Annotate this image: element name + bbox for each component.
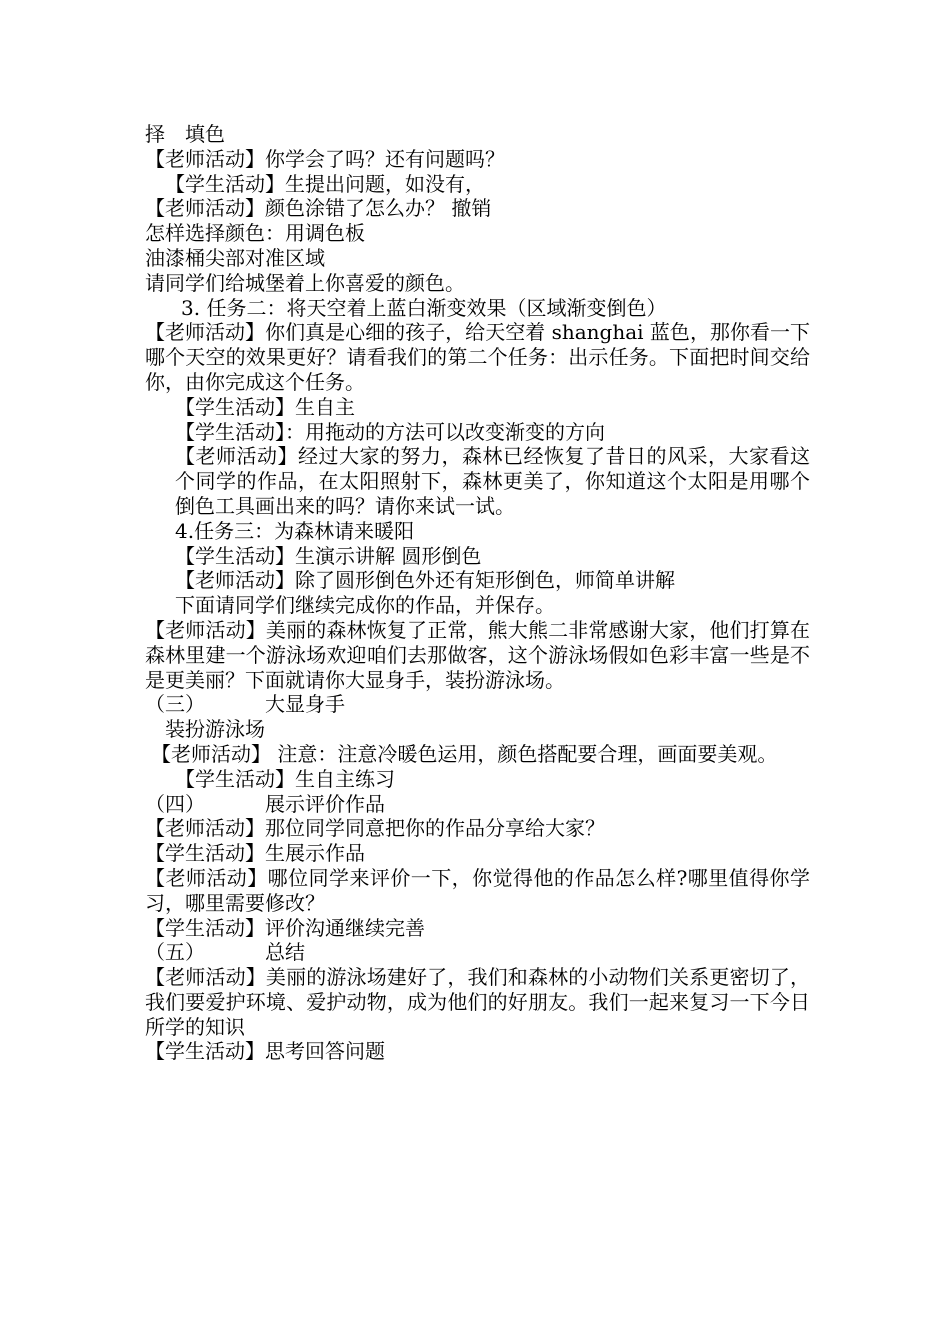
text-line: 怎样选择颜色：用调色板 [145, 221, 365, 246]
text-line: 装扮游泳场 [165, 717, 265, 742]
section-number: （四） [145, 791, 205, 816]
section-heading [145, 792, 810, 817]
student-activity: 【学生活动】生自主练习 [175, 766, 395, 791]
teacher-activity: 【老师活动】颜色涂错了怎么办？ 撤销 [145, 196, 492, 221]
student-activity: 【学生活动】生展示作品 [145, 841, 365, 866]
student-activity: 【学生活动】：用拖动的方法可以改变渐变的方向 [175, 419, 605, 444]
teacher-activity: 【老师活动】你学会了吗？还有问题吗？ [145, 146, 505, 171]
teacher-activity-paragraph: 【老师活动】你们真是心细的孩子，给天空着 shanghai 蓝色，那你看一下哪个天空的效果更好？请看我们的第二个任务：出示任务。下面把时间交给你，由你完成这个任务。 [145, 320, 810, 394]
student-activity: 【学生活动】生提出问题，如没有， [165, 171, 485, 196]
section-number: （五） [145, 940, 205, 965]
text-line: 请同学们给城堡着上你喜爱的颜色。 [145, 270, 465, 295]
section-title: 总结 [265, 940, 305, 965]
text-line: 择 填色 [145, 122, 225, 146]
task-heading: 4.任务三：为森林请来暖阳 [175, 518, 415, 543]
teacher-activity: 【老师活动】那位同学同意把你的作品分享给大家？ [145, 816, 605, 841]
student-activity: 【学生活动】生自主 [175, 394, 355, 419]
teacher-activity-paragraph: 【老师活动】美丽的森林恢复了正常，熊大熊二非常感谢大家，他们打算在森林里建一个游泳场欢迎咱们去那做客，这个游泳场假如色彩丰富一些是不是更美丽？下面就请你大显身手，装扮游泳场。 [145, 617, 810, 692]
teacher-activity-paragraph: 【老师活动】哪位同学来评价一下，你觉得他的作品怎么样?哪里值得你学习，哪里需要修改？ [145, 865, 810, 915]
teacher-activity: 【老师活动】除了圆形倒色外还有矩形倒色，师简单讲解 [175, 568, 675, 593]
student-activity: 【学生活动】思考回答问题 [145, 1039, 385, 1064]
section-title: 展示评价作品 [265, 791, 385, 816]
document-body [145, 122, 810, 1064]
task-heading: 3. 任务二：将天空着上蓝白渐变效果（区域渐变倒色） [181, 295, 667, 320]
student-activity: 【学生活动】生演示讲解 圆形倒色 [175, 543, 482, 568]
section-heading [145, 940, 810, 965]
text-line: 油漆桶尖部对准区域 [145, 245, 325, 270]
student-activity: 【学生活动】评价沟通继续完善 [145, 915, 425, 940]
teacher-activity-paragraph: 【老师活动】经过大家的努力，森林已经恢复了昔日的风采，大家看这个同学的作品，在太阳照射下，森林更美了，你知道这个太阳是用哪个倒色工具画出来的吗？请你来试一试。 [175, 444, 810, 518]
section-heading [145, 692, 810, 717]
teacher-activity-paragraph: 【老师活动】 注意：注意冷暖色运用，颜色搭配要合理，画面要美观。 [151, 741, 778, 766]
text-line: 下面请同学们继续完成你的作品，并保存。 [175, 593, 555, 618]
section-title: 大显身手 [265, 692, 345, 717]
teacher-activity-paragraph: 【老师活动】美丽的游泳场建好了，我们和森林的小动物们关系更密切了，我们要爱护环境、爱护动物，成为他们的好朋友。我们一起来复习一下今日所学的知识 [145, 965, 810, 1039]
section-number: （三） [145, 692, 205, 717]
